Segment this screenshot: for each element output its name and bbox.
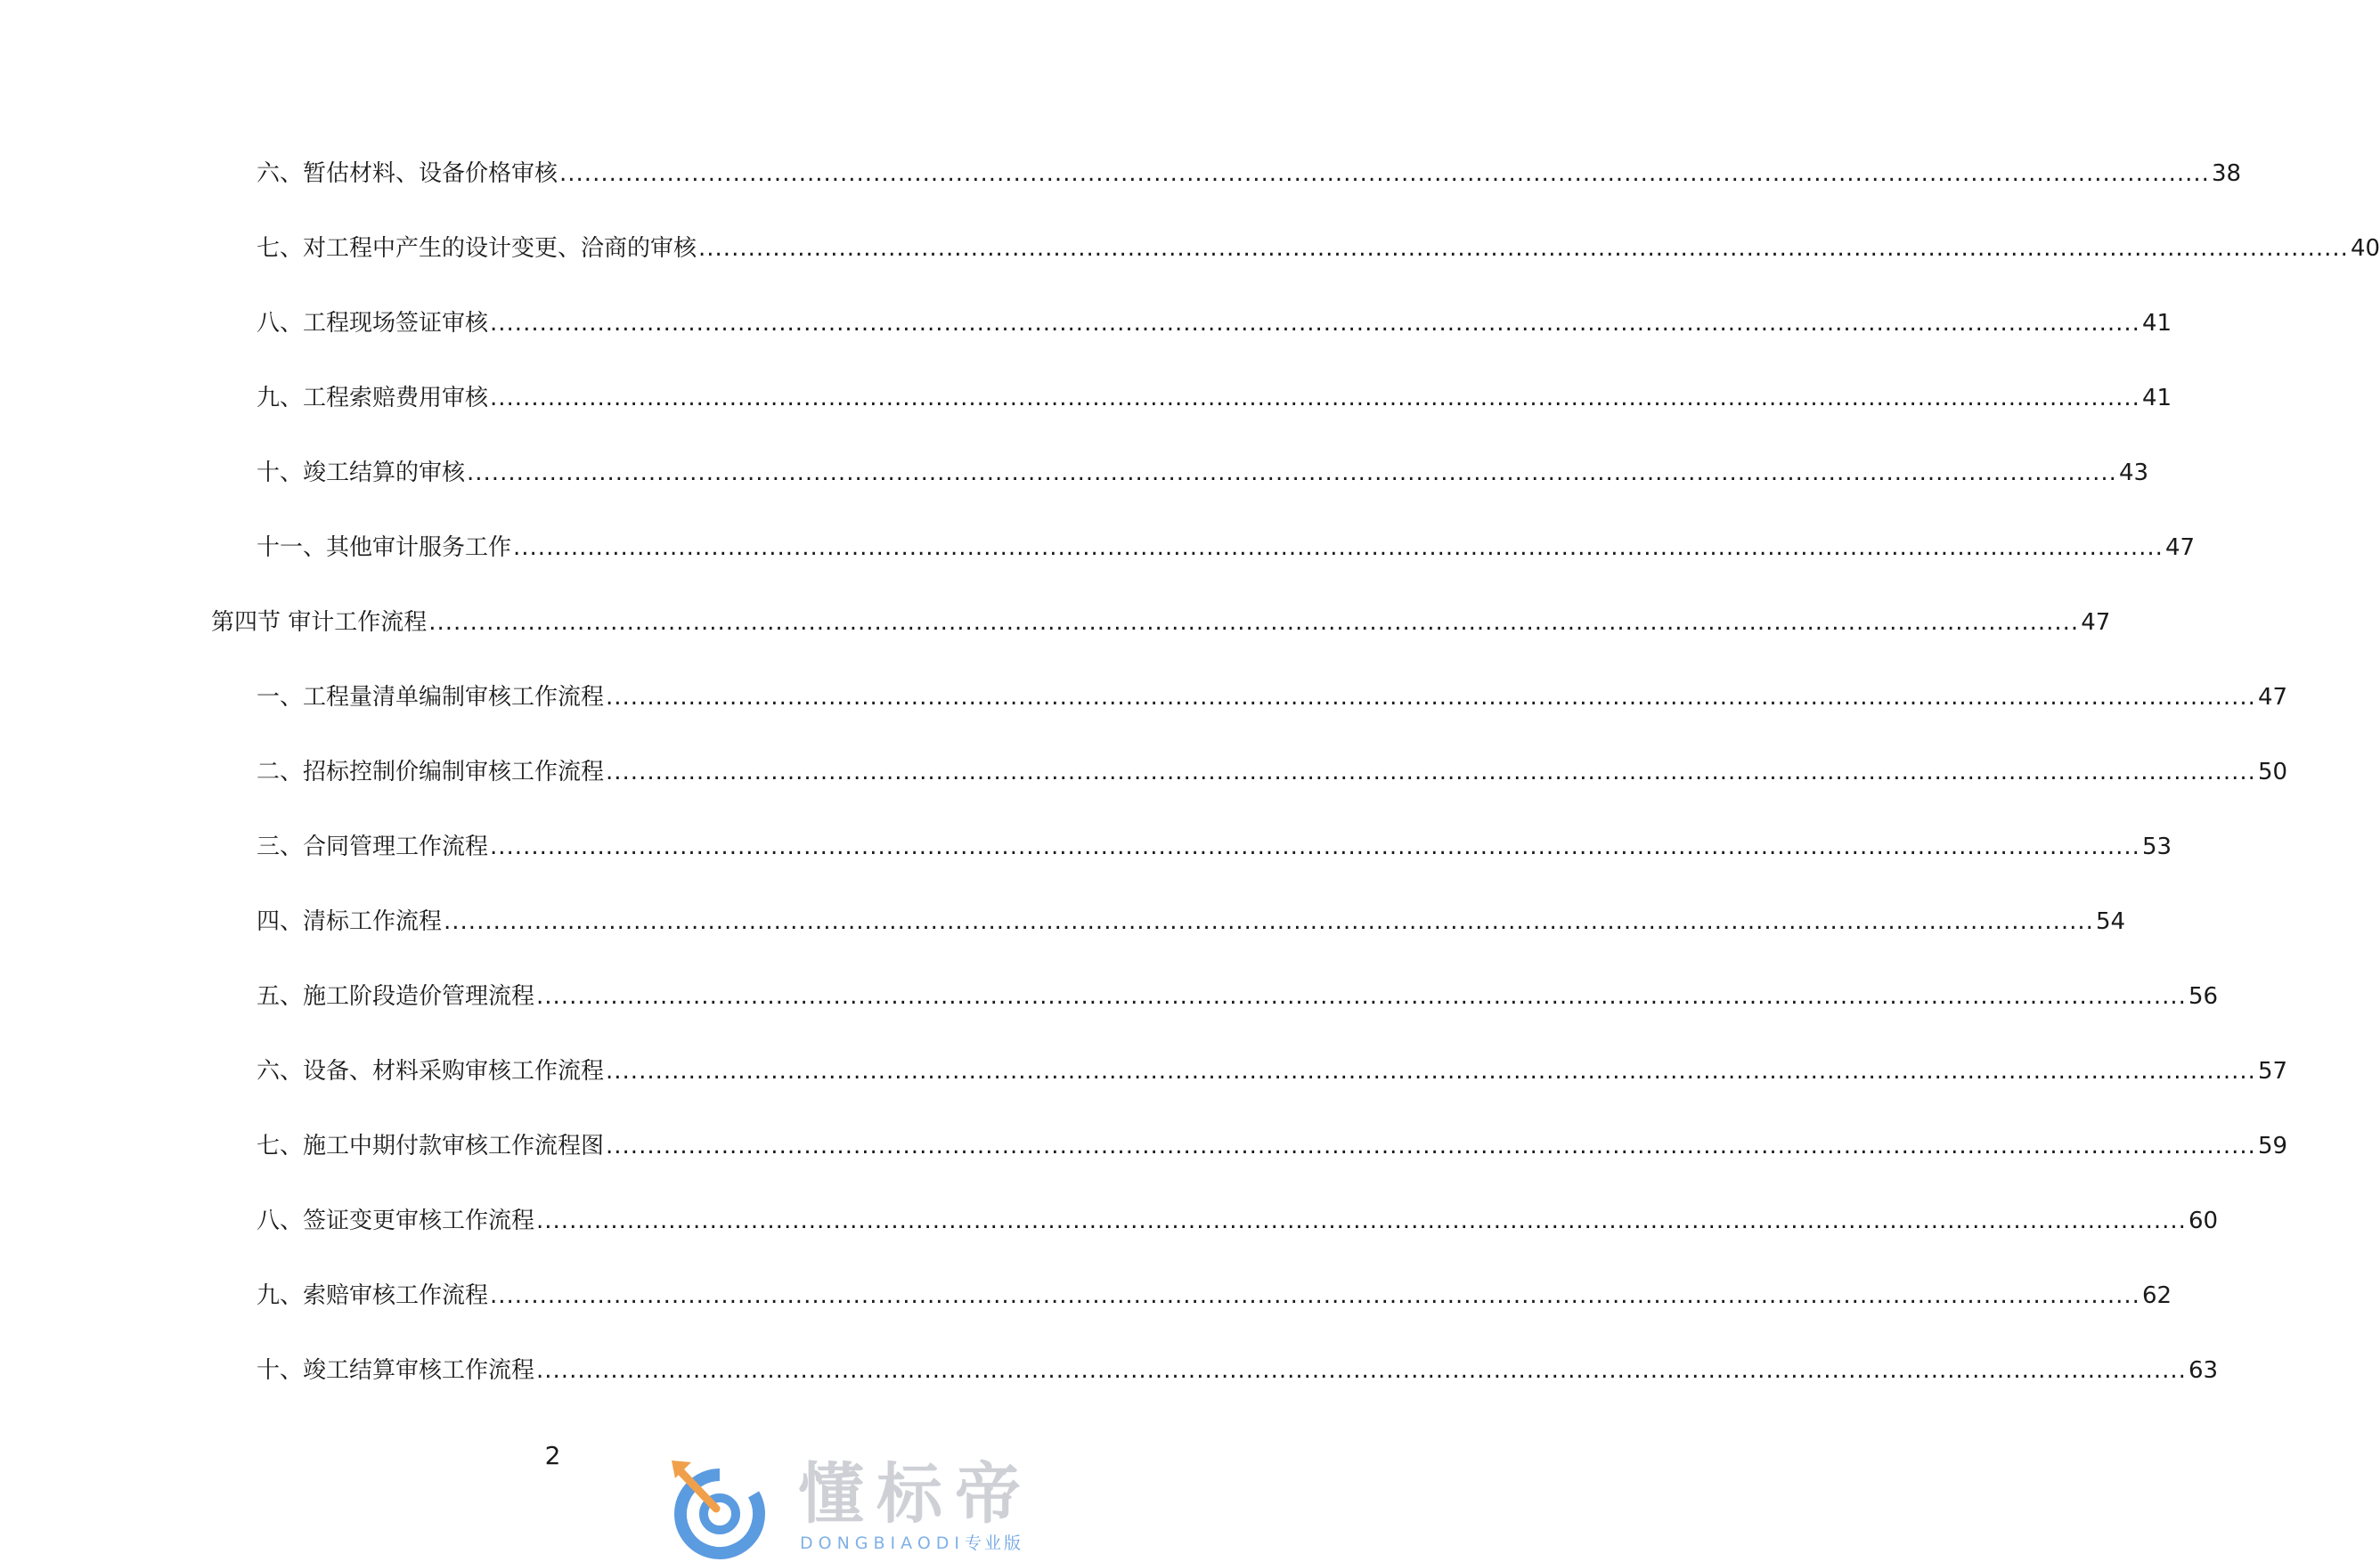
toc-entry-page: 62 — [2141, 1282, 2172, 1309]
watermark-edition: 专业版 — [965, 1534, 1024, 1553]
target-logo-icon — [664, 1457, 771, 1557]
toc-entry-title: 一、工程量清单编制审核工作流程 — [257, 684, 605, 711]
toc-dot-leader: ........................................................................................................................................................................................................ — [606, 684, 2256, 711]
toc-entry[interactable] — [257, 533, 2196, 563]
toc-entry-page: 47 — [2081, 609, 2111, 636]
toc-dot-leader: ........................................................................................................................................................................................................ — [698, 235, 2349, 262]
toc-entry[interactable] — [257, 1131, 2288, 1161]
toc-entry-page: 57 — [2257, 1058, 2288, 1085]
toc-entry-page: 54 — [2095, 908, 2126, 935]
toc-entry-title: 九、工程索赔费用审核 — [257, 385, 489, 411]
toc-entry[interactable] — [257, 233, 2380, 264]
toc-entry-page: 38 — [2211, 160, 2242, 187]
toc-entry-title: 七、施工中期付款审核工作流程图 — [257, 1133, 605, 1159]
toc-dot-leader: ........................................................................................................................................................................................................ — [428, 609, 2080, 636]
toc-entry-title: 四、清标工作流程 — [257, 908, 443, 935]
toc-entry-title: 第四节 审计工作流程 — [211, 609, 428, 636]
toc-section-entry[interactable] — [211, 607, 2111, 638]
toc-entry-page: 60 — [2188, 1208, 2219, 1234]
page-number: 2 — [544, 1441, 561, 1470]
toc-dot-leader: ........................................................................................................................................................................................................ — [606, 1058, 2256, 1085]
toc-entry-title: 十、竣工结算审核工作流程 — [257, 1357, 535, 1384]
toc-entry[interactable] — [257, 981, 2219, 1012]
toc-dot-leader: ........................................................................................................................................................................................................ — [490, 1282, 2140, 1309]
toc-entry-title: 十一、其他审计服务工作 — [257, 534, 512, 561]
toc-entry[interactable] — [257, 1056, 2288, 1086]
toc-dot-leader: ........................................................................................................................................................................................................ — [490, 834, 2140, 860]
toc-entry[interactable] — [257, 682, 2288, 712]
watermark-subtitle — [800, 1534, 1023, 1553]
toc-entry-title: 二、招标控制价编制审核工作流程 — [257, 759, 605, 785]
toc-entry[interactable] — [257, 1206, 2219, 1236]
watermark-brand: 懂标帝 — [798, 1456, 1033, 1533]
toc-entry-page: 47 — [2164, 534, 2196, 561]
toc-entry-title: 八、工程现场签证审核 — [257, 310, 489, 337]
toc-entry-page: 56 — [2188, 983, 2219, 1010]
toc-dot-leader: ........................................................................................................................................................................................................ — [513, 534, 2164, 561]
toc-entry-page: 43 — [2118, 460, 2149, 486]
toc-entry[interactable] — [257, 308, 2172, 338]
toc-entry[interactable] — [257, 1281, 2172, 1311]
toc-entry-page: 53 — [2141, 834, 2172, 860]
toc-entry[interactable] — [257, 757, 2288, 787]
toc-dot-leader: ........................................................................................................................................................................................................ — [536, 1208, 2187, 1234]
toc-dot-leader: ........................................................................................................................................................................................................ — [606, 1133, 2256, 1159]
toc-entry-title: 七、对工程中产生的设计变更、洽商的审核 — [257, 235, 697, 262]
toc-dot-leader: ........................................................................................................................................................................................................ — [467, 460, 2117, 486]
toc-entry-page: 40 — [2350, 235, 2380, 262]
toc-entry[interactable] — [257, 832, 2172, 862]
toc-entry[interactable] — [257, 383, 2172, 413]
toc-entry-page: 63 — [2188, 1357, 2219, 1384]
toc-entry-title: 五、施工阶段造价管理流程 — [257, 983, 535, 1010]
toc-entry[interactable] — [257, 1355, 2219, 1386]
toc-dot-leader: ........................................................................................................................................................................................................ — [606, 759, 2256, 785]
toc-entry-page: 59 — [2257, 1133, 2288, 1159]
toc-entry-page: 41 — [2141, 385, 2172, 411]
toc-entry-title: 六、暂估材料、设备价格审核 — [257, 160, 558, 187]
toc-dot-leader: ........................................................................................................................................................................................................ — [444, 908, 2094, 935]
watermark — [664, 1457, 1083, 1557]
toc-entry-page: 47 — [2257, 684, 2288, 711]
toc-entry-title: 六、设备、材料采购审核工作流程 — [257, 1058, 605, 1085]
toc-entry-title: 十、竣工结算的审核 — [257, 460, 466, 486]
toc-entry[interactable] — [257, 458, 2149, 488]
toc-entry-page: 50 — [2257, 759, 2288, 785]
toc-entry-title: 八、签证变更审核工作流程 — [257, 1208, 535, 1234]
toc-entry[interactable] — [257, 907, 2126, 937]
toc-dot-leader: ........................................................................................................................................................................................................ — [490, 385, 2140, 411]
toc-dot-leader: ........................................................................................................................................................................................................ — [536, 983, 2187, 1010]
toc-entry-page: 41 — [2141, 310, 2172, 337]
toc-entry[interactable] — [257, 159, 2242, 189]
toc-dot-leader: ........................................................................................................................................................................................................ — [536, 1357, 2187, 1384]
toc-dot-leader: ........................................................................................................................................................................................................ — [559, 160, 2210, 187]
toc-dot-leader: ........................................................................................................................................................................................................ — [490, 310, 2140, 337]
toc-entry-title: 三、合同管理工作流程 — [257, 834, 489, 860]
watermark-latin: DONGBIAODI — [800, 1534, 966, 1553]
toc-entry-title: 九、索赔审核工作流程 — [257, 1282, 489, 1309]
